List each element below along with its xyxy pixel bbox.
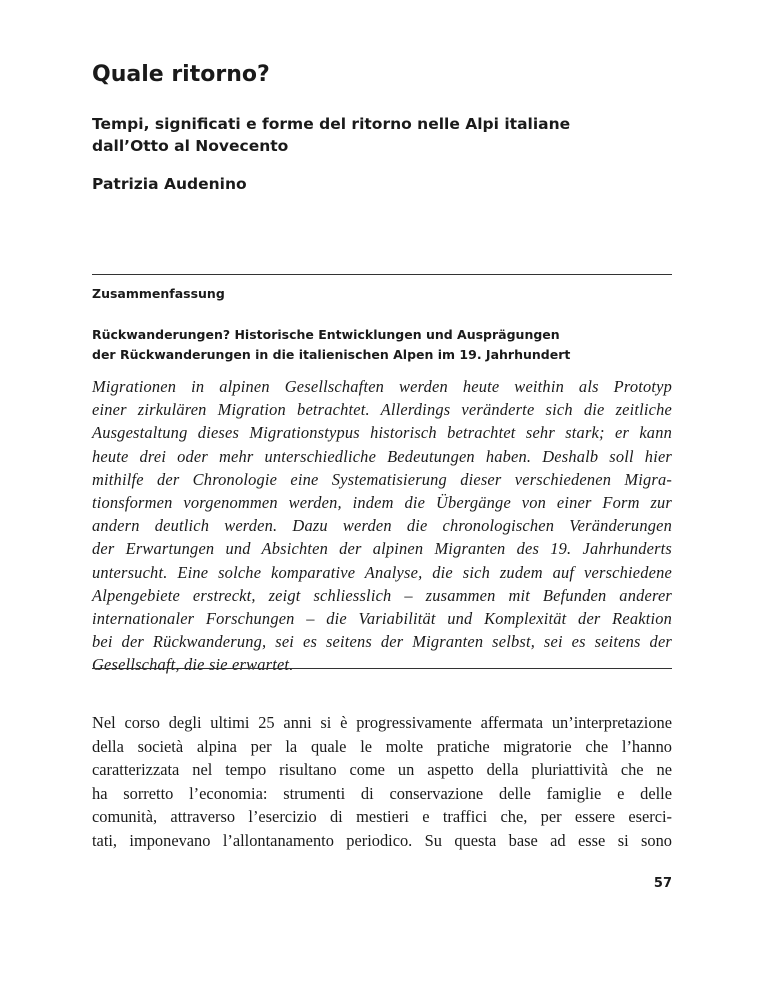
abstract-heading [92, 325, 672, 365]
abstract-heading-line: Rückwanderungen? Historische Entwicklungen und Ausprägungen [92, 327, 560, 342]
abstract-line: Gesellschaft, die sie erwartet. [92, 655, 294, 675]
abstract-line: untersucht. Eine solche komparative Analyse, die sich zudem auf verschiedene [92, 562, 672, 582]
body-line: caratterizzata nel tempo risultano come un aspetto della pluriattività che ne [92, 760, 672, 779]
subtitle-line: Tempi, significati e forme del ritorno nelle Alpi italiane [92, 115, 571, 133]
body-line: Nel corso degli ultimi 25 anni si è progressivamente affermata un’interpretazione [92, 713, 672, 732]
subtitle-line: dall’Otto al Novecento [92, 137, 289, 155]
body-line: ha sorretto l’economia: strumenti di conservazione delle famiglie e delle [92, 783, 672, 803]
article-subtitle [92, 113, 652, 157]
abstract-top-rule [92, 274, 672, 275]
abstract-line: Alpengebiete erstreckt, zeigt schliesslich – zusammen mit Befunden anderer [92, 585, 672, 605]
abstract-label: Zusammenfassung [92, 286, 225, 301]
abstract-line: andern deutlich werden. Dazu werden die chronologischen Veränderungen [92, 516, 672, 536]
body-line: comunità, attraverso l’esercizio di mestieri e traffici che, per essere eserci- [92, 807, 672, 826]
body-line: della società alpina per la quale le molte pratiche migratorie che l’hanno [92, 736, 672, 756]
abstract-line: mithilfe der Chronologie eine Systematisierung dieser verschiedenen Migra- [92, 469, 672, 489]
body-line: tati, imponevano l’allontanamento periodico. Su questa base ad esse si sono [92, 830, 672, 850]
abstract-line: bei der Rückwanderung, sei es seitens der Migranten selbst, sei es seitens der [92, 632, 672, 652]
abstract-heading-line: der Rückwanderungen in die italienischen Alpen im 19. Jahrhundert [92, 347, 571, 362]
abstract-line: einer zirkulären Migration betrachtet. Allerdings veränderte sich die zeitliche [92, 400, 672, 420]
abstract-text [92, 375, 672, 677]
abstract-line: internationaler Forschungen – die Variabilität und Komplexität der Reaktion [92, 609, 672, 629]
abstract-line: der Erwartungen und Absichten der alpinen Migranten des 19. Jahrhunderts [92, 539, 672, 559]
abstract-bottom-rule [92, 668, 672, 669]
page-number: 57 [653, 876, 672, 891]
author-name: Patrizia Audenino [92, 175, 247, 193]
abstract-line: tionsformen vorgenommen werden, indem die Übergänge von einer Form zur [92, 493, 672, 513]
abstract-line: Migrationen in alpinen Gesellschaften werden heute weithin als Prototyp [92, 377, 672, 396]
body-paragraph [92, 711, 672, 852]
abstract-line: Ausgestaltung dieses Migrationstypus historisch betrachtet sehr stark; er kann [92, 423, 672, 443]
abstract-line: heute drei oder mehr unterschiedliche Bedeutungen haben. Deshalb soll hier [92, 446, 672, 466]
article-title: Quale ritorno? [92, 62, 270, 87]
